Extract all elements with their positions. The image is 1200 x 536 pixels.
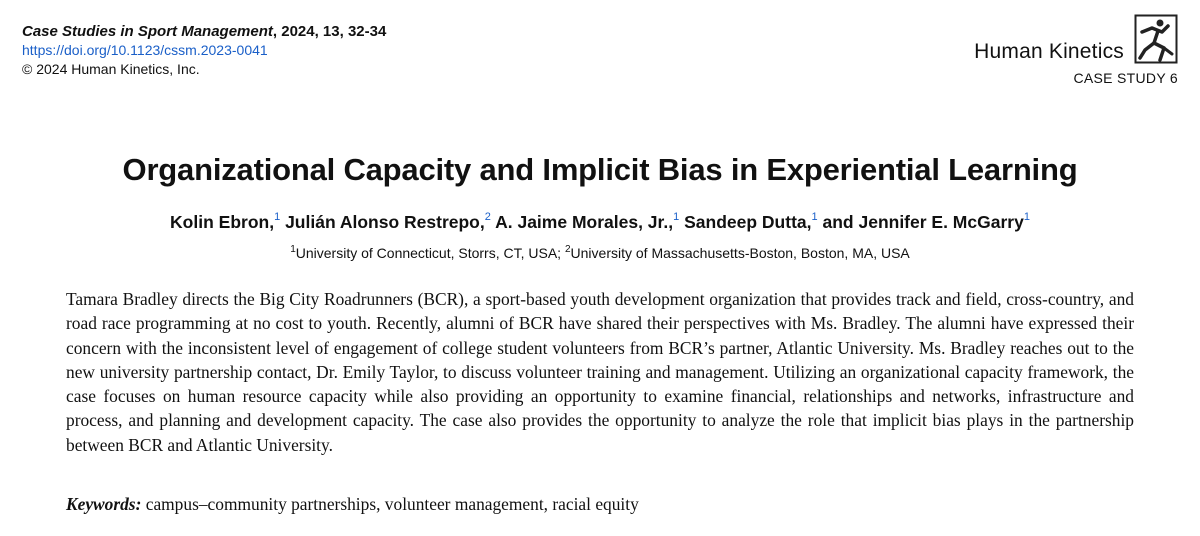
human-kinetics-logo-icon: [1134, 14, 1178, 64]
publisher-brand: [918, 14, 1178, 94]
author-name: Julián Alonso Restrepo,: [285, 212, 485, 232]
author-affiliation-mark[interactable]: 1: [1023, 211, 1030, 223]
author-name: and Jennifer E. McGarry: [822, 212, 1024, 232]
journal-details: , 2024, 13, 32-34: [272, 23, 387, 40]
author-name: Kolin Ebron,: [170, 212, 275, 232]
affiliation-mark: 1: [290, 244, 296, 255]
journal-citation: [22, 22, 386, 41]
journal-name: Case Studies in Sport Management: [22, 23, 273, 40]
keywords-text: campus–community partnerships, volunteer management, racial equity: [141, 494, 639, 514]
affiliation-text: University of Massachusetts-Boston, Boston, MA, USA: [570, 245, 910, 261]
author-affiliation-mark[interactable]: 1: [274, 211, 281, 223]
keywords-separator: :: [135, 494, 142, 514]
doi-link[interactable]: https://doi.org/10.1123/cssm.2023-0041: [22, 42, 268, 58]
affiliation-mark: 2: [564, 244, 571, 255]
copyright-notice: © 2024 Human Kinetics, Inc.: [22, 61, 200, 77]
author-affiliation-mark[interactable]: 1: [811, 211, 818, 223]
article-meta: [22, 22, 386, 79]
affiliation-text: University of Connecticut, Storrs, CT, USA;: [295, 245, 565, 261]
author-name: A. Jaime Morales, Jr.,: [495, 212, 674, 232]
author-affiliation-mark[interactable]: 1: [673, 211, 680, 223]
author-affiliation-mark[interactable]: 2: [484, 211, 491, 223]
abstract: Tamara Bradley directs the Big City Roadrunners (BCR), a sport-based youth development organization that provides track and field, cross-country, and road race programming at no cost to youth. Recently, alumni of BCR have shared their perspectives with Ms. Bradley. The alumni have expressed their concern with the inconsistent level of engagement of college student volunteers from BCR’s partner, Atlantic University. Ms. Bradley reaches out to the new university partnership contact, Dr. Emily Taylor, to discuss volunteer training and management. Utilizing an organizational capacity framework, the case focuses on human resource capacity while also providing an opportunity to examine financial, relationships and networks, infrastructure and process, and planning and development capacity. The case also provides the opportunity to analyze the role that implicit bias plays in the partnership between BCR and Atlantic University.: [66, 289, 1134, 455]
keywords-label: Keywords: [66, 494, 136, 514]
author-list: [0, 212, 1200, 233]
author-name: Sandeep Dutta,: [684, 212, 812, 232]
case-study-label: CASE STUDY 6: [1073, 70, 1178, 86]
affiliations: [0, 245, 1200, 261]
publisher-name: Human Kinetics: [974, 40, 1124, 63]
keywords: [66, 494, 639, 515]
article-title: Organizational Capacity and Implicit Bias in Experiential Learning: [122, 152, 1078, 187]
